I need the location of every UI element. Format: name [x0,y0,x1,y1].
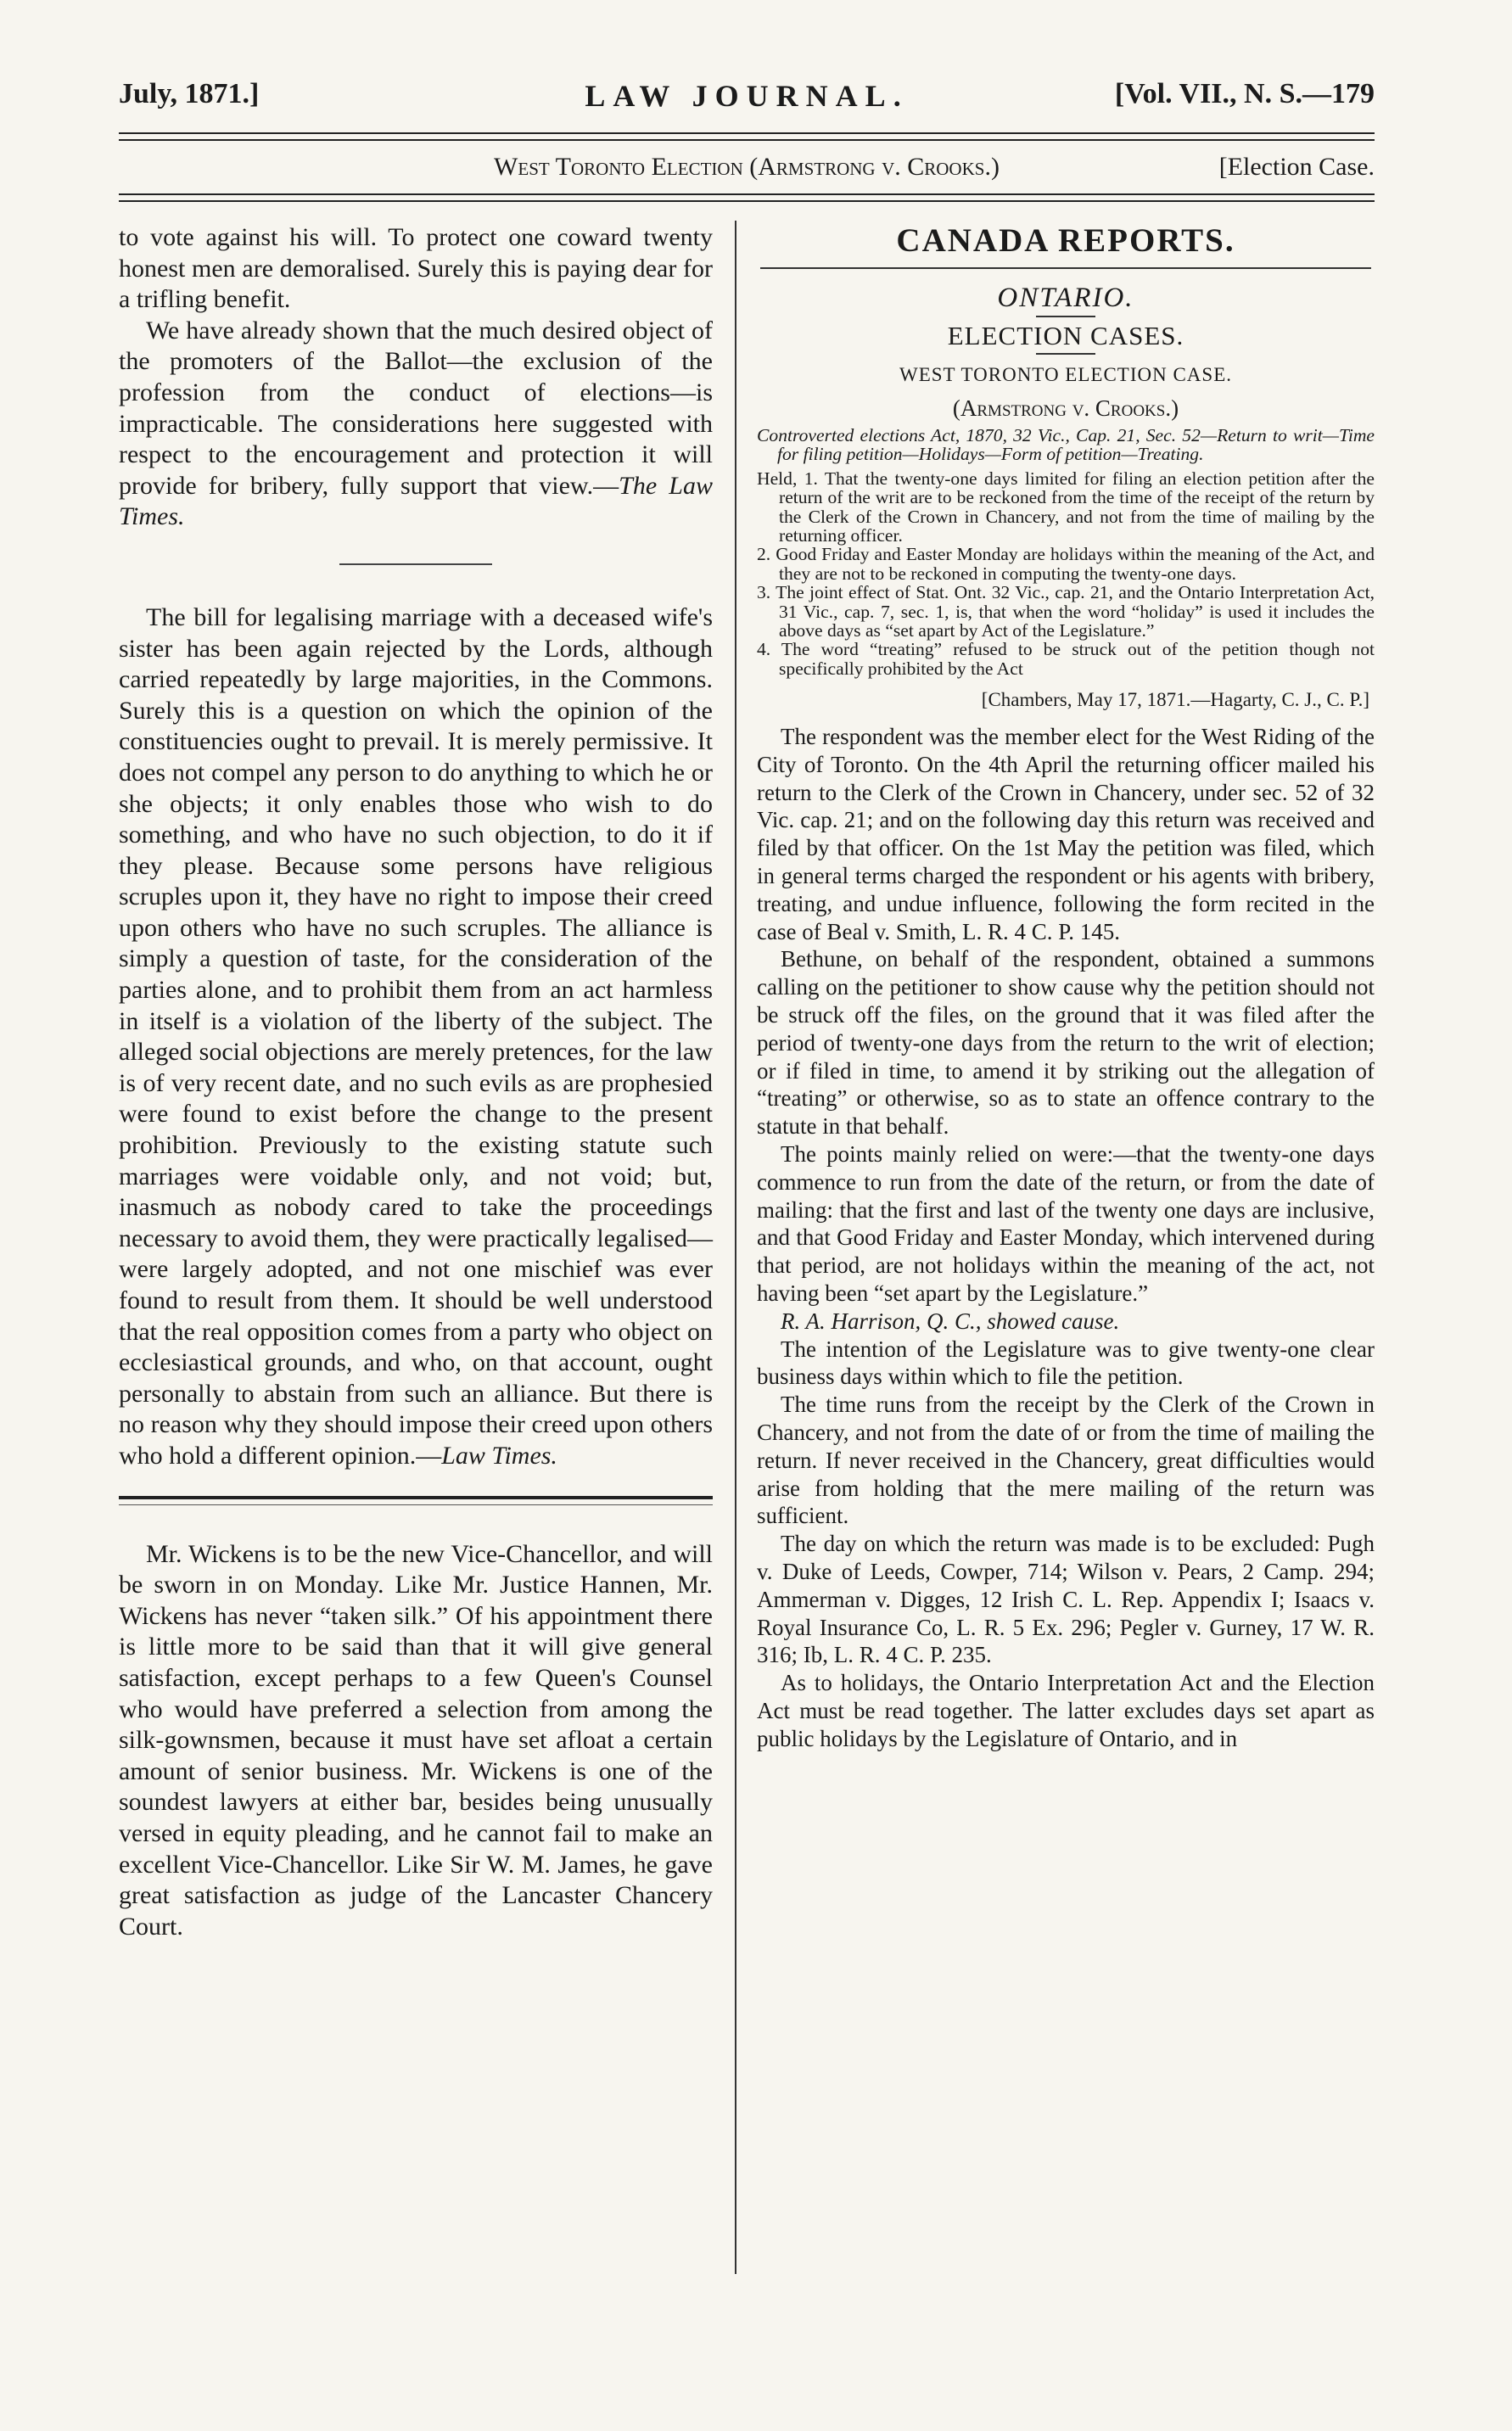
article-separator [339,563,492,565]
case-title: WEST TORONTO ELECTION CASE. [899,364,1233,386]
counsel-line: R. A. Harrison, Q. C., showed cause. [781,1308,1120,1334]
held-point: Held, 1. That the twenty-one days limited for filing an election petition after the return of the writ are to be reckoned from the time of the receipt of the return by the Clerk of the Crown in Chancery, and not from the time of mailing by the returning officer. [757,468,1375,546]
marriage-bill-source: Law Times. [441,1441,557,1470]
cases-heading: ELECTION CASES. [947,320,1184,350]
province-heading: ONTARIO. [997,282,1134,313]
issue-date: July, 1871.] [119,78,260,109]
column-divider [735,221,736,2274]
holidays-paragraph: As to holidays, the Ontario Interpretation Act and the Election Act must be read together. The latter excludes days set apart as public holidays by the Legislature of Ontario, and in [757,1670,1375,1751]
ballot-paragraph-continued: to vote against his will. To protect one coward twenty honest men are demoralised. Surely this is paying dear for a trifling benefit. [119,223,713,314]
ballot-source: The Law Times. [119,471,713,531]
ballot-paragraph [119,316,713,533]
case-parties: (Armstrong v. Crooks.) [952,395,1179,422]
marriage-bill-paragraph [119,602,713,1472]
case-citation: [Chambers, May 17, 1871.—Hagarty, C. J., C. P.] [981,689,1369,711]
section-rule [119,193,1375,202]
wickens-paragraph: Mr. Wickens is to be the new Vice-Chancellor, and will be sworn in on Monday. Like Mr. Justice Hannen, Mr. Wickens has never “taken silk.” Of his appointment there is little more to be said than that it will give general satisfaction, except perhaps to a few Queen's Counsel who would have preferred a selection from among the silk-gownsmen, because it must have set afloat a certain amount of senior business. Mr. Wickens is one of the soundest lawyers at either bar, besides being unusually versed in equity pleading, and he cannot fail to make an excellent Vice-Chancellor. Like Sir W. M. James, he gave great satisfaction as judge of the Lancaster Chancery Court. [119,1539,713,1941]
ballot-text: We have already shown that the much desired object of the promoters of the Ballot—the exclusion of the profession from the conduct of elections—is impracticable. The considerations here suggested with respect to the encouragement and protection it will provide for bribery, fully support that view.— [119,316,713,500]
facts-paragraph: The respondent was the member elect for the West Riding of the City of Toronto. On the 4th April the returning officer mailed his return to the Clerk of the Crown in Chancery, under sec. 52 of 32 Vic. cap. 21; and on the following day this return was received and filed by that officer. On the 1st May the petition was filed, which in general terms charged the respondent or his agents with bribery, treating, and undue influence, following the form recited in the case of Beal v. Smith, L. R. 4 C. P. 145. [757,724,1375,944]
catchwords: Controverted elections Act, 1870, 32 Vic., Cap. 21, Sec. 52—Return to writ—Time for filing petition—Holidays—Form of petition—Treating. [757,424,1375,465]
headnote [757,426,1375,678]
held-point: 4. The word “treating” refused to be struck out of the petition though not specifically prohibited by the Act [757,639,1375,679]
authorities-paragraph: The day on which the return was made is to be excluded: Pugh v. Duke of Leeds, Cowper, 714; Wilson v. Pears, 2 Camp. 294; Ammerman v. Digges, 12 Irish C. L. Rep. Appendix I; Isaacs v. Royal Insurance Co, L. R. 5 Ex. 296; Pegler v. Gurney, 17 W. R. 316; Ib, L. R. 4 C. P. 235. [757,1531,1375,1668]
reports-rule [760,267,1371,269]
running-header [119,78,1375,126]
header-rule [119,132,1375,141]
summons-paragraph: Bethune, on behalf of the respondent, obtained a summons calling on the petitioner to show cause why the petition should not be struck off the files, on the ground that it was filed after the period of twenty-one days from the return to the writ of election; or if filed in time, to amend it by striking out the allegation of “treating” or otherwise, so as to state an offence contrary to the statute in that behalf. [757,946,1375,1140]
section-category: [Election Case. [1218,153,1375,181]
section-title: West Toronto Election (Armstrong v. Crooks.) [494,153,1000,181]
argument-paragraph: The time runs from the receipt by the Clerk of the Crown in Chancery, and not from the date of or from the time of mailing the return. If never received in the Chancery, great difficulties would arise from holding that the mere mailing of the return was sufficient. [757,1392,1375,1529]
points-paragraph: The points mainly relied on were:—that the twenty-one days commence to run from the date of the return, or from the date of mailing: that the first and last of the twenty one days are inclusive, and that Good Friday and Easter Monday, which intervened during that period, are not holidays within the meaning of the act, not having been “set apart by the Legislature.” [757,1141,1375,1306]
marriage-bill-text: The bill for legalising marriage with a deceased wife's sister has been again rejected by the Lords, although carried repeatedly by large majorities, in the Commons. Surely this is a question on which the opinion of the constituencies ought to prevail. It is merely permissive. It does not compel any person to do anything to which he or she objects; it only enables those who wish to do something, and who have no such objection, to do it if they please. Because some persons have religious scruples upon it, they have no right to impose their creed upon others who have no such scruples. The alliance is simply a question of taste, for the consideration of the parties alone, and to prohibit them from an act harmless in itself is a violation of the liberty of the subject. The alleged social objections are merely pretences, for the law is of very recent date, and no such evils as are prophesied were found to exist before the change to the present prohibition. Previously to the existing statute such marriages were voidable only, and not void; but, inasmuch as nobody cared to take the proceedings necessary to avoid them, they were practically legalised—were largely adopted, and not one mischief was ever found to result from them. It should be well understood that the real opposition comes from a party who object on ecclesiastical grounds, and who, on that account, ought personally to abstain from such an alliance. But there is no reason why they should impose their creed upon others who hold a different opinion.— [119,602,713,1470]
section-header [119,153,1375,190]
left-column [119,222,713,1942]
argument-paragraph: The intention of the Legislature was to give twenty-one clear business days within which to file the petition. [757,1336,1375,1390]
journal-title: LAW JOURNAL. [585,79,909,113]
province-rule [1036,316,1095,317]
right-column [757,222,1375,1753]
volume-page: [Vol. VII., N. S.—179 [1114,78,1375,109]
article-separator-heavy [119,1496,713,1505]
reports-heading: CANADA REPORTS. [896,222,1235,259]
cases-rule [1036,353,1095,355]
held-point: 2. Good Friday and Easter Monday are holidays within the meaning of the Act, and they are not to be reckoned in computing the twenty-one days. [757,544,1375,584]
held-point: 3. The joint effect of Stat. Ont. 32 Vic., cap. 21, and the Ontario Interpretation Act, 31 Vic., cap. 7, sec. 1, is, that when the word “holiday” is used it includes the above days as “set apart by Act of the Legislature.” [757,582,1375,641]
